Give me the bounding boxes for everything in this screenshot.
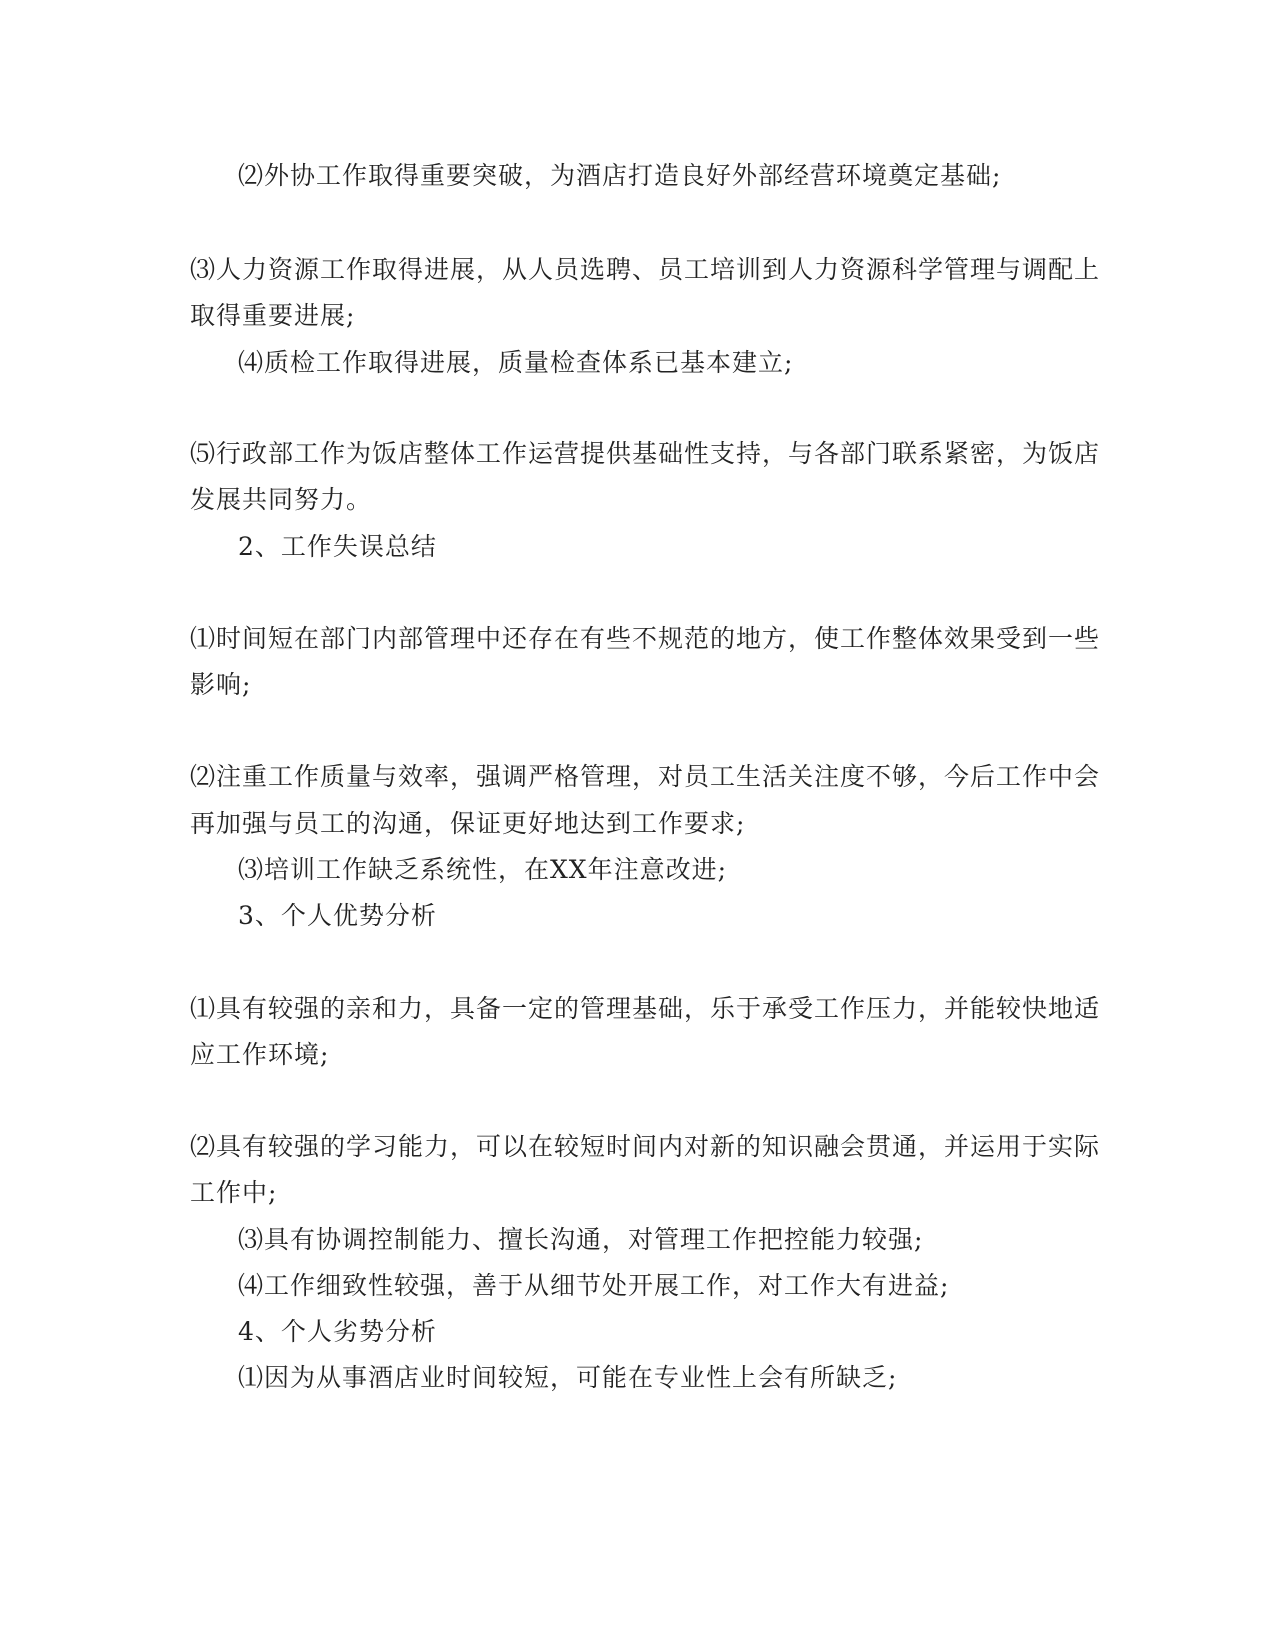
paragraph-line: ⑸行政部工作为饭店整体工作运营提供基础性支持，与各部门联系紧密，为饭店 [190,439,1101,468]
paragraph-line: ⑵注重工作质量与效率，强调严格管理，对员工生活关注度不够，今后工作中会 [190,762,1101,791]
paragraph-line: ⑶具有协调控制能力、擅长沟通，对管理工作把控能力较强; [238,1225,924,1254]
section-heading: 3、个人优势分析 [238,901,437,930]
paragraph-line: ⑷质检工作取得进展，质量检查体系已基本建立; [238,348,794,377]
paragraph-line: ⑶人力资源工作取得进展，从人员选聘、员工培训到人力资源科学管理与调配上 [190,255,1101,284]
paragraph-line: ⑴因为从事酒店业时间较短，可能在专业性上会有所缺乏; [238,1363,898,1392]
paragraph-line: 工作中; [190,1178,278,1207]
paragraph-line: ⑶培训工作缺乏系统性，在XX年注意改进; [238,855,728,884]
paragraph-line: ⑴具有较强的亲和力，具备一定的管理基础，乐于承受工作压力，并能较快地适 [190,994,1101,1023]
paragraph-line: ⑴时间短在部门内部管理中还存在有些不规范的地方，使工作整体效果受到一些 [190,624,1101,653]
paragraph-line: ⑵外协工作取得重要突破，为酒店打造良好外部经营环境奠定基础; [238,161,1002,190]
section-heading: 2、工作失误总结 [238,532,437,561]
paragraph-line: 再加强与员工的沟通，保证更好地达到工作要求; [190,809,746,838]
paragraph-line: 发展共同努力。 [190,485,373,514]
paragraph-line: ⑷工作细致性较强，善于从细节处开展工作，对工作大有进益; [238,1271,950,1300]
paragraph-line: ⑵具有较强的学习能力，可以在较短时间内对新的知识融会贯通，并运用于实际 [190,1132,1101,1161]
paragraph-line: 应工作环境; [190,1040,330,1069]
section-heading: 4、个人劣势分析 [238,1317,437,1346]
paragraph-line: 取得重要进展; [190,301,356,330]
paragraph-line: 影响; [190,670,252,699]
